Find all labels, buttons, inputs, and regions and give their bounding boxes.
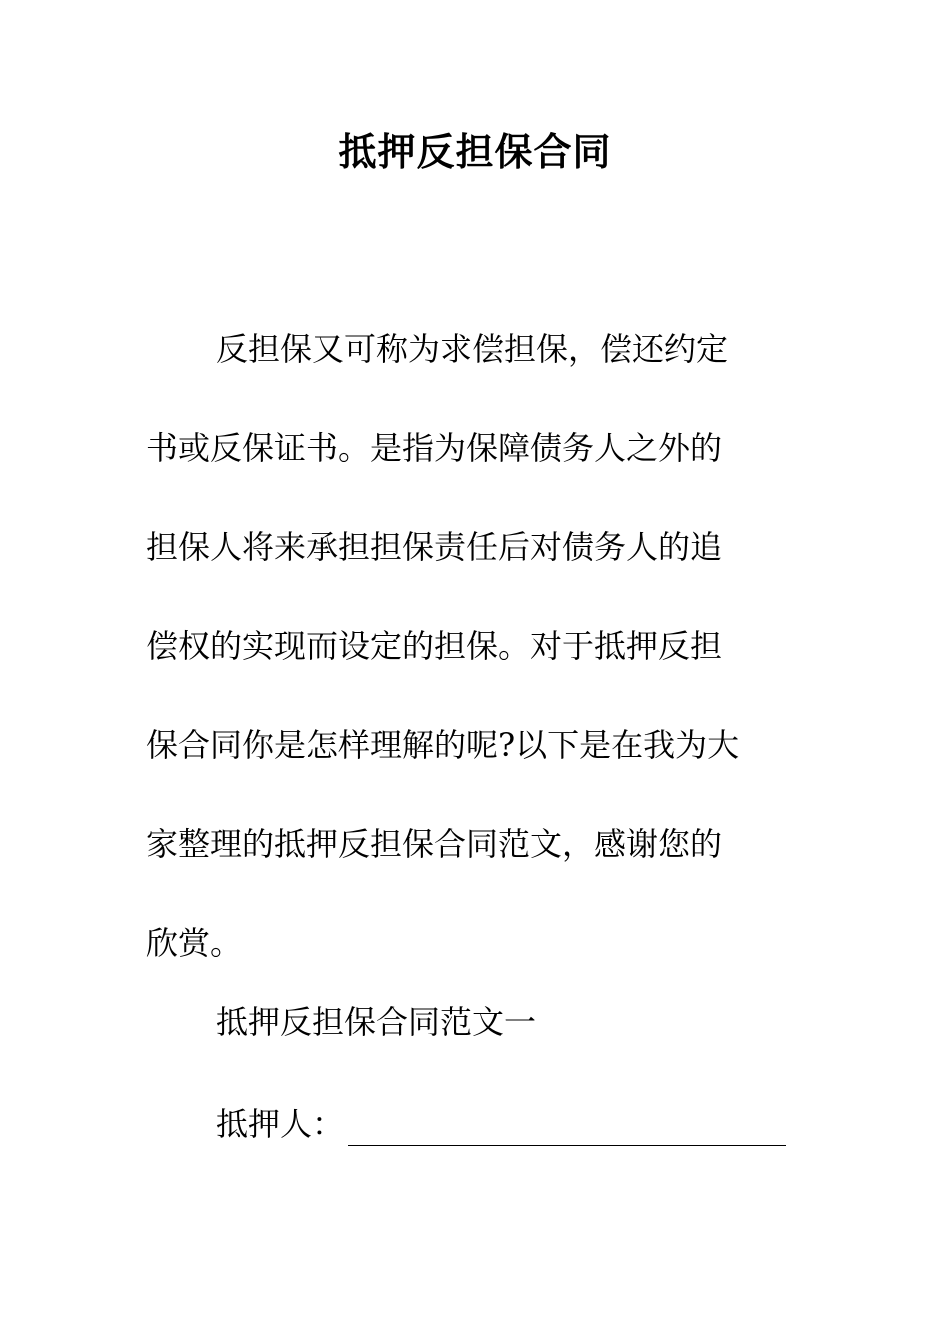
mortgagor-blank-line (348, 1111, 786, 1146)
section-heading: 抵押反担保合同范文一 (216, 1003, 537, 1041)
paragraph-line: 保合同你是怎样理解的呢?以下是在我为大 (146, 726, 740, 764)
paragraph-line: 担保人将来承担担保责任后对债务人的追 (146, 528, 723, 566)
paragraph-line: 家整理的抵押反担保合同范文，感谢您的 (146, 825, 723, 863)
paragraph-line: 反担保又可称为求偿担保，偿还约定 (216, 330, 729, 368)
intro-paragraph (146, 300, 796, 993)
paragraph-line: 欣赏。 (146, 924, 243, 962)
mortgagor-label: 抵押人： (216, 1105, 345, 1143)
paragraph-line: 偿权的实现而设定的担保。对于抵押反担 (146, 627, 723, 665)
paragraph-line: 书或反保证书。是指为保障债务人之外的 (146, 429, 723, 467)
document-title: 抵押反担保合同 (338, 129, 612, 174)
mortgagor-field (216, 1102, 786, 1146)
